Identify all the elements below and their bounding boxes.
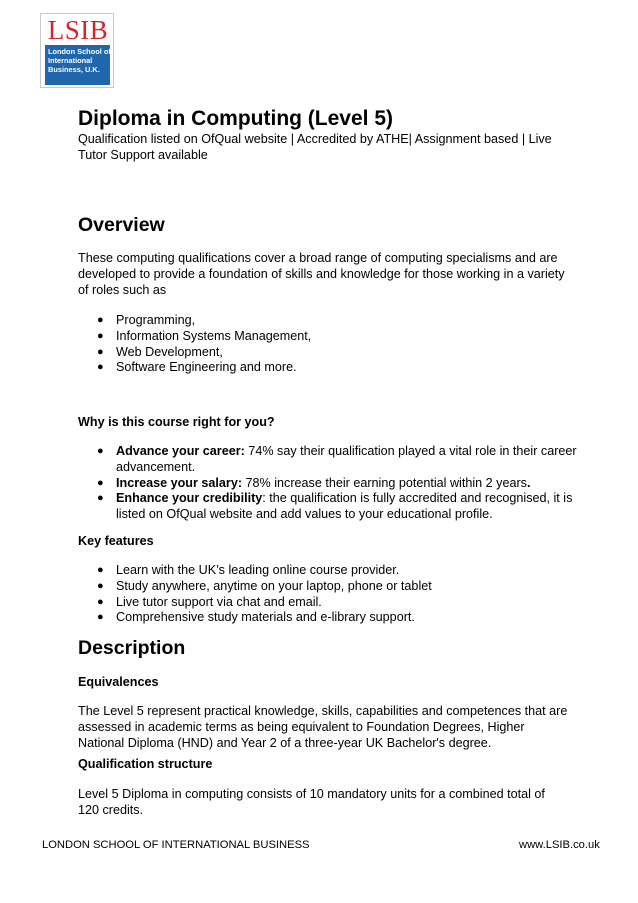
equivalences-paragraph: The Level 5 represent practical knowledge, skills, capabilities and competences that are assessed in academic terms as being equivalent to Foundation Degrees, Higher National Diploma (HND) and Year 2 of a three-year UK Bachelor's degree. — [78, 704, 568, 750]
key-features-list — [78, 563, 578, 626]
list-item: ● Increase your salary: 78% increase their earning potential within 2 years. — [97, 475, 531, 490]
list-item: ● Learn with the UK’s leading online course provider. — [97, 563, 400, 577]
bullet-icon: ● — [97, 611, 104, 624]
lsib-logo — [40, 13, 114, 88]
overview-paragraph: These computing qualifications cover a broad range of computing specialisms and are developed to provide a foundation of skills and knowledge for those working in a variety of roles such as — [78, 251, 565, 297]
footer-school-name: LONDON SCHOOL OF INTERNATIONAL BUSINESS — [42, 839, 310, 851]
page-title: Diploma in Computing (Level 5) — [78, 107, 394, 130]
equivalences-heading: Equivalences — [78, 675, 159, 689]
list-item: ● Advance your career: 74% say their qualification played a vital role in their career advancement. — [97, 444, 577, 474]
list-item: ● Programming, — [97, 313, 196, 327]
list-item: ● Web Development, — [97, 344, 223, 359]
bullet-icon: ● — [97, 476, 104, 489]
description-heading: Description — [78, 637, 186, 659]
logo-blue-panel — [45, 45, 110, 85]
page-subtitle: Qualification listed on OfQual website | Accredited by ATHE| Assignment based | Live Tutor Support available — [78, 132, 552, 162]
logo-line: London School of — [48, 47, 111, 56]
qualification-structure-paragraph: Level 5 Diploma in computing consists of 10 mandatory units for a combined total of 120 credits. — [78, 787, 545, 817]
qualification-structure-heading: Qualification structure — [78, 757, 213, 771]
bullet-icon: ● — [97, 345, 104, 358]
logo-line: Business, U.K. — [48, 65, 100, 74]
bullet-icon: ● — [97, 445, 104, 457]
list-item: ● Live tutor support via chat and email. — [97, 594, 322, 609]
key-features-heading: Key features — [78, 534, 154, 548]
why-heading: Why is this course right for you? — [78, 415, 275, 429]
list-item: ● Comprehensive study materials and e-library support. — [97, 610, 415, 625]
footer-website: www.LSIB.co.uk — [519, 839, 600, 851]
why-list — [78, 444, 578, 523]
list-item: ● Study anywhere, anytime on your laptop, phone or tablet — [97, 578, 432, 593]
bullet-icon: ● — [97, 579, 104, 592]
list-item: ● Software Engineering and more. — [97, 360, 297, 375]
list-item: ● Enhance your credibility: the qualification is fully accredited and recognised, it is listed on OfQual website and add values to your educational profile. — [97, 491, 573, 522]
bullet-icon: ● — [97, 361, 104, 374]
bullet-icon: ● — [97, 595, 104, 608]
logo-wordmark: LSIB — [47, 15, 109, 45]
overview-heading: Overview — [78, 214, 165, 236]
overview-list — [78, 313, 578, 376]
bullet-icon: ● — [97, 564, 104, 576]
bullet-icon: ● — [97, 314, 104, 326]
logo-line: International — [48, 56, 93, 65]
bullet-icon: ● — [97, 329, 104, 342]
bullet-icon: ● — [97, 492, 104, 505]
list-item: ● Information Systems Management, — [97, 328, 312, 343]
